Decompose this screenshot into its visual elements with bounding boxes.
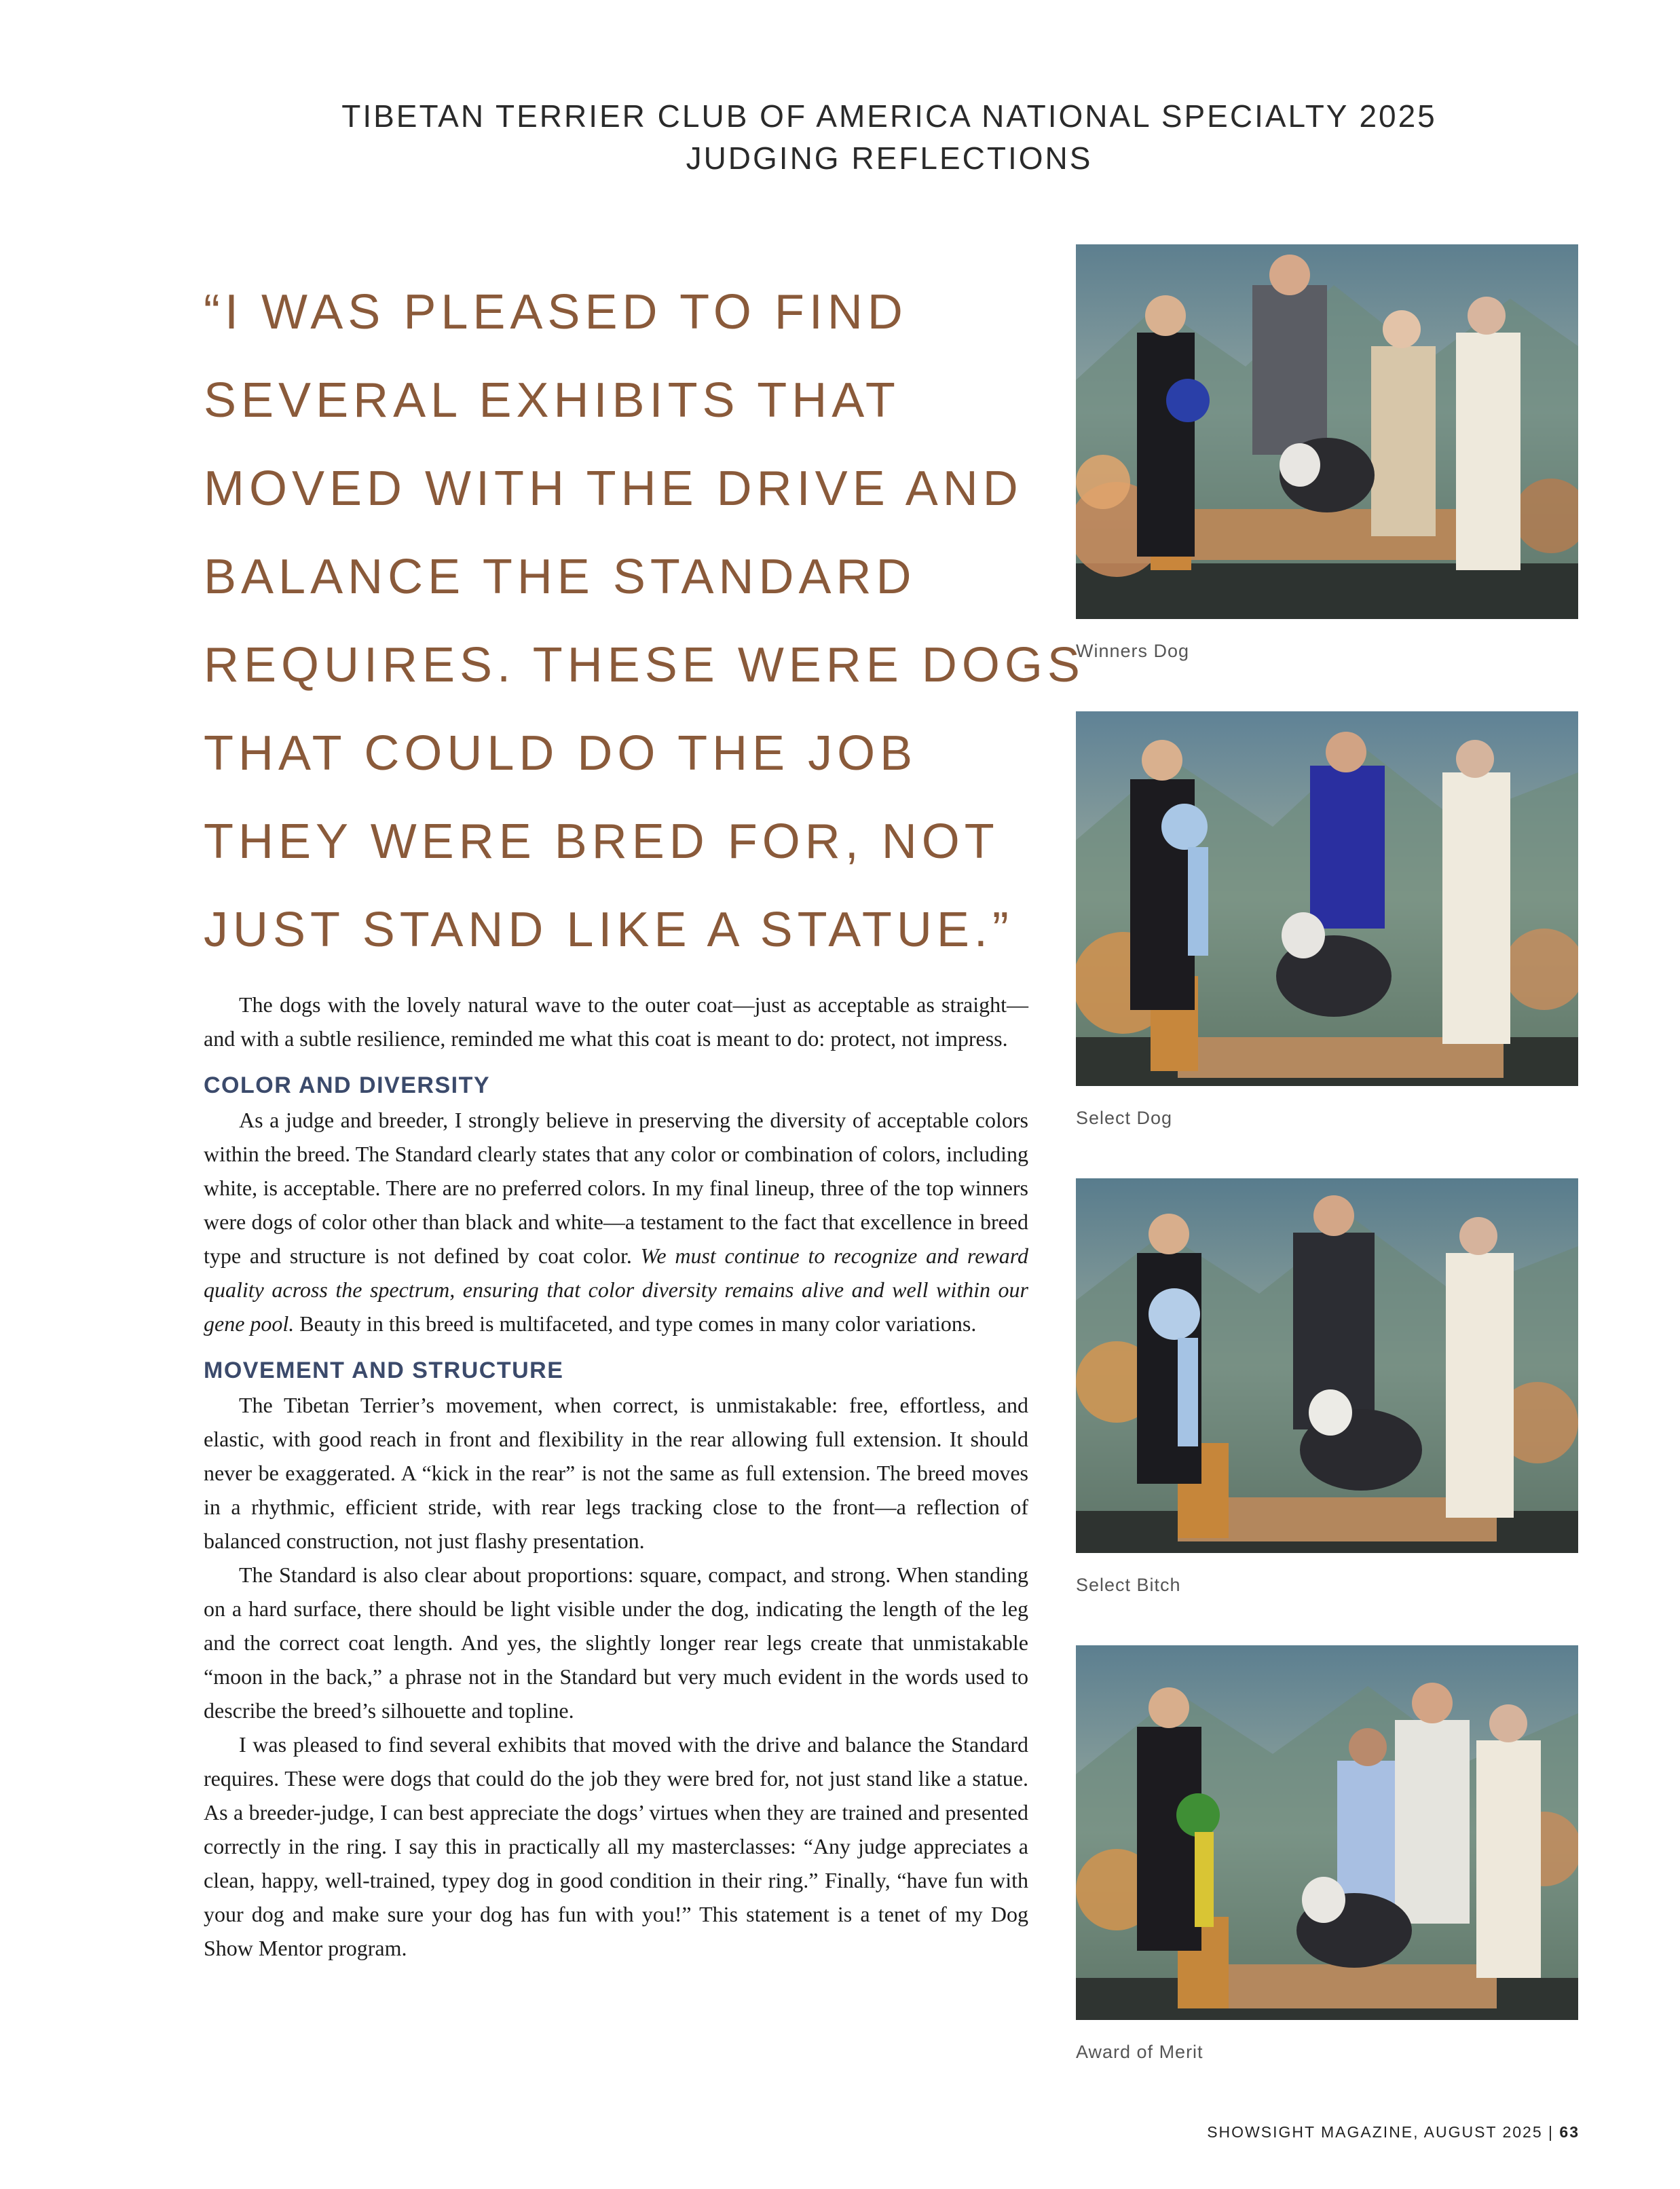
photo-select-dog-image: [1076, 711, 1578, 1086]
photo-award-of-merit: [1076, 1645, 1578, 2020]
intro-paragraph: The dogs with the lovely natural wave to the outer coat—just as acceptable as straight—and with a subtle resilience, reminded me what this coat is meant to do: protect, not impress.: [204, 992, 1028, 1051]
pull-quote-line: JUST STAND LIKE A STATUE.”: [204, 903, 1013, 957]
pull-quote-line: THAT COULD DO THE JOB: [204, 726, 918, 781]
pull-quote-line: SEVERAL EXHIBITS THAT: [204, 373, 900, 428]
photo-select-bitch-image: [1076, 1178, 1578, 1553]
photo-caption: Select Dog: [1076, 1108, 1173, 1128]
section-heading-color: COLOR AND DIVERSITY: [204, 1072, 491, 1098]
article-body: [204, 988, 1028, 1965]
movement-paragraph-1: The Tibetan Terrier’s movement, when correct, is unmistakable: free, effortless, and elastic, with good reach in front and flexibility in the rear allowing full extension. It should never be exaggerated. A “kick in the rear” is not the same as full extension. The breed moves in a rhythmic, efficient stride, with rear legs tracking close to the front—a reflection of balanced construction, not just flashy presentation.: [204, 1393, 1028, 1553]
pull-quote-line: “I WAS PLEASED TO FIND: [204, 285, 908, 339]
photo-select-dog: [1076, 711, 1578, 1086]
page-number: 63: [1559, 2123, 1580, 2141]
movement-paragraph-2: The Standard is also clear about proportions: square, compact, and strong. When standing on a hard surface, there should be light visible under the dog, indicating the length of the leg and the correct coat length. And yes, the slightly longer rear legs create that unmistakable “moon in the back,” a phrase not in the Standard but very much evident in the words used to describe the breed’s silhouette and topline.: [204, 1563, 1028, 1723]
pull-quote-line: THEY WERE BRED FOR, NOT: [204, 815, 999, 869]
movement-paragraph-3: I was pleased to find several exhibits that moved with the drive and balance the Standard requires. These were dogs that could do the job they were bred for, not just stand like a statue. As a breeder-judge, I can best appreciate the dogs’ virtues when they are trained and presented correctly in the ring. I say this in practically all my masterclasses: “Any judge appreciates a clean, happy, well-trained, typey dog in good condition in their ring.” Finally, “have fun with your dog and make sure your dog has fun with you!” This statement is a tenet of my Dog Show Mentor program.: [204, 1732, 1028, 1960]
photo-winners-dog-image: [1076, 244, 1578, 619]
color-paragraph-start: As a judge and breeder, I strongly believe in preserving the diversity of acceptable colors within the breed. The Standard clearly states that any color or combination of colors, including white, is acceptable. There are no preferred colors. In my final lineup, three of the top winners were dogs of color other than black and white—a testament to the fact that excellence in breed type and structure is not defined by coat color.: [204, 1108, 1028, 1268]
pull-quote-line: MOVED WITH THE DRIVE AND: [204, 462, 1023, 516]
photo-caption: Winners Dog: [1076, 641, 1190, 661]
pull-quote: [204, 268, 1085, 974]
header-line-2: JUDGING REFLECTIONS: [686, 141, 1093, 176]
header-line-1: TIBETAN TERRIER CLUB OF AMERICA NATIONAL SPECIALTY 2025: [341, 98, 1437, 134]
footer-separator: |: [1548, 2123, 1554, 2141]
photo-caption: Select Bitch: [1076, 1575, 1181, 1595]
photo-award-of-merit-image: [1076, 1645, 1578, 2020]
color-paragraph: [204, 1103, 1028, 1341]
pull-quote-line: BALANCE THE STANDARD: [204, 550, 916, 604]
section-heading-movement: MOVEMENT AND STRUCTURE: [204, 1358, 564, 1383]
color-paragraph-end: Beauty in this breed is multifaceted, and type comes in many color variations.: [294, 1311, 977, 1336]
color-paragraph-italic: We must continue to recognize and reward quality across the spectrum, ensuring that color diversity remains alive and well within our gene pool.: [204, 1243, 1029, 1336]
pull-quote-line: REQUIRES. THESE WERE DOGS: [204, 638, 1085, 692]
photo-caption: Award of Merit: [1076, 2042, 1203, 2062]
page-header: [258, 95, 1520, 179]
photo-select-bitch: [1076, 1178, 1578, 1553]
page-footer: [1207, 2123, 1580, 2141]
footer-magazine: SHOWSIGHT MAGAZINE, AUGUST 2025: [1207, 2123, 1543, 2141]
photo-winners-dog: [1076, 244, 1578, 619]
